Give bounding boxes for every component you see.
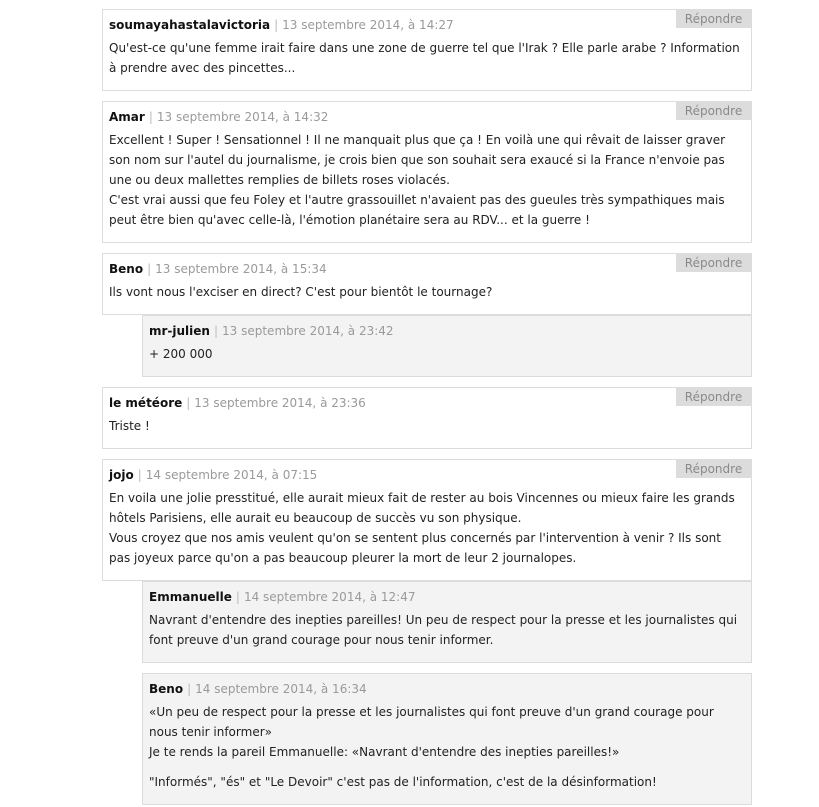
comment-body — [149, 344, 745, 364]
comment — [102, 459, 752, 581]
comment-text: Triste ! — [109, 419, 150, 433]
comment-date[interactable]: 13 septembre 2014, à 23:36 — [194, 396, 366, 410]
comment-body — [109, 38, 745, 78]
comment-date[interactable]: 13 septembre 2014, à 23:42 — [222, 324, 394, 338]
comment-text: Je te rends la pareil Emmanuelle: «Navrant d'entendre des inepties pareilles!» — [149, 745, 620, 759]
comment-date[interactable]: 13 septembre 2014, à 14:27 — [282, 18, 454, 32]
reply-button[interactable]: Répondre — [676, 10, 751, 28]
comment-header: soumayahastalavictoria | 13 septembre 2014, à 14:27 — [109, 18, 454, 32]
reply-comment — [142, 581, 752, 663]
reply-comment — [142, 673, 752, 805]
reply-button[interactable]: Répondre — [676, 388, 751, 406]
comment-body — [109, 282, 745, 302]
comment-header: Amar | 13 septembre 2014, à 14:32 — [109, 110, 329, 124]
comment-text: Vous croyez que nos amis veulent qu'on se sentent plus concernés par l'intervention à venir ? Ils sont pas joyeux parce qu'on a pas beaucoup pleurer la mort de leur 2 journalopes. — [109, 531, 721, 565]
comment-body — [149, 610, 745, 650]
reply-comment — [142, 315, 752, 377]
comment-text: Ils vont nous l'exciser en direct? C'est pour bientôt le tournage? — [109, 285, 493, 299]
comment-header: jojo | 14 septembre 2014, à 07:15 — [109, 468, 318, 482]
reply-button[interactable]: Répondre — [676, 254, 751, 272]
comment-date[interactable]: 13 septembre 2014, à 14:32 — [156, 110, 329, 124]
comment-author[interactable]: Beno — [149, 682, 184, 696]
comment-text: Excellent ! Super ! Sensationnel ! Il ne manquait plus que ça ! En voilà une qui rêvait de laisser graver son nom sur l'autel du journalisme, je crois bien que son souhait sera exaucé si la France n'envoie pas une ou deux mallettes remplies de billets roses violacés. — [109, 133, 726, 187]
comment-author[interactable]: Emmanuelle — [149, 590, 232, 604]
comment-header: Beno | 13 septembre 2014, à 15:34 — [109, 262, 327, 276]
reply-button[interactable]: Répondre — [676, 460, 751, 478]
comment — [102, 9, 752, 91]
comment-header: Emmanuelle | 14 septembre 2014, à 12:47 — [149, 590, 416, 604]
comment-text: Navrant d'entendre des inepties pareilles! Un peu de respect pour la presse et les journalistes qui font preuve d'un grand courage pour nous tenir informer. — [149, 613, 738, 647]
comment-body — [109, 416, 745, 436]
comment-author[interactable]: soumayahastalavictoria — [109, 18, 271, 32]
comment-text: + 200 000 — [149, 347, 213, 361]
comment-author[interactable]: jojo — [109, 468, 134, 482]
comment-header: Beno | 14 septembre 2014, à 16:34 — [149, 682, 367, 696]
comment-header: le météore | 13 septembre 2014, à 23:36 — [109, 396, 366, 410]
comment-date[interactable]: 14 septembre 2014, à 07:15 — [145, 468, 318, 482]
comment-body — [149, 702, 745, 792]
comment-text: C'est vrai aussi que feu Foley et l'autre grassouillet n'avaient pas des gueules très sympathiques mais peut être bien qu'avec celle-là, l'émotion planétaire sera au RDV... et la guerre ! — [109, 193, 725, 227]
comment-text: "Informés", "és" et "Le Devoir" c'est pas de l'information, c'est de la désinformation! — [149, 775, 657, 789]
comment-author[interactable]: Amar — [109, 110, 145, 124]
comment — [102, 101, 752, 243]
comment — [102, 253, 752, 315]
comment-author[interactable]: le météore — [109, 396, 183, 410]
comment-date[interactable]: 14 septembre 2014, à 16:34 — [195, 682, 367, 696]
reply-button[interactable]: Répondre — [676, 102, 751, 120]
comment — [102, 387, 752, 449]
comment-body — [109, 130, 745, 230]
comment-text: En voila une jolie presstitué, elle aurait mieux fait de rester au bois Vincennes ou mieux faire les grands hôtels Parisiens, elle aurait eu beaucoup de succès vu son physique. — [109, 491, 735, 525]
comment-date[interactable]: 13 septembre 2014, à 15:34 — [155, 262, 327, 276]
comment-body — [109, 488, 745, 568]
comment-text: «Un peu de respect pour la presse et les journalistes qui font preuve d'un grand courage pour nous tenir informer» — [149, 705, 714, 739]
comment-date[interactable]: 14 septembre 2014, à 12:47 — [243, 590, 416, 604]
comment-author[interactable]: Beno — [109, 262, 144, 276]
comment-author[interactable]: mr-julien — [149, 324, 210, 338]
comment-text: Qu'est-ce qu'une femme irait faire dans une zone de guerre tel que l'Irak ? Elle parle arabe ? Information à prendre avec des pincettes... — [109, 41, 740, 75]
comment-header: mr-julien | 13 septembre 2014, à 23:42 — [149, 324, 394, 338]
